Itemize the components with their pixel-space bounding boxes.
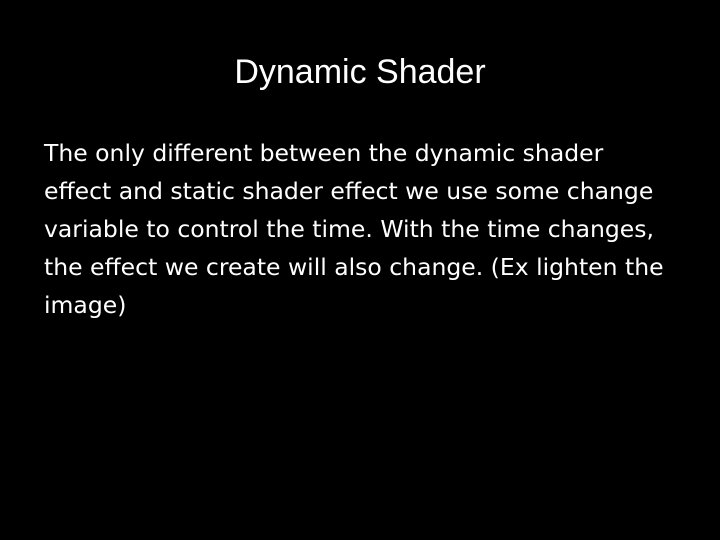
slide-title: Dynamic Shader xyxy=(234,53,486,91)
slide-body-text: The only different between the dynamic shader effect and static shader effect we use some change variable to control the time. With the time changes, the effect we create will also change. (Ex lighten the image) xyxy=(44,139,664,319)
